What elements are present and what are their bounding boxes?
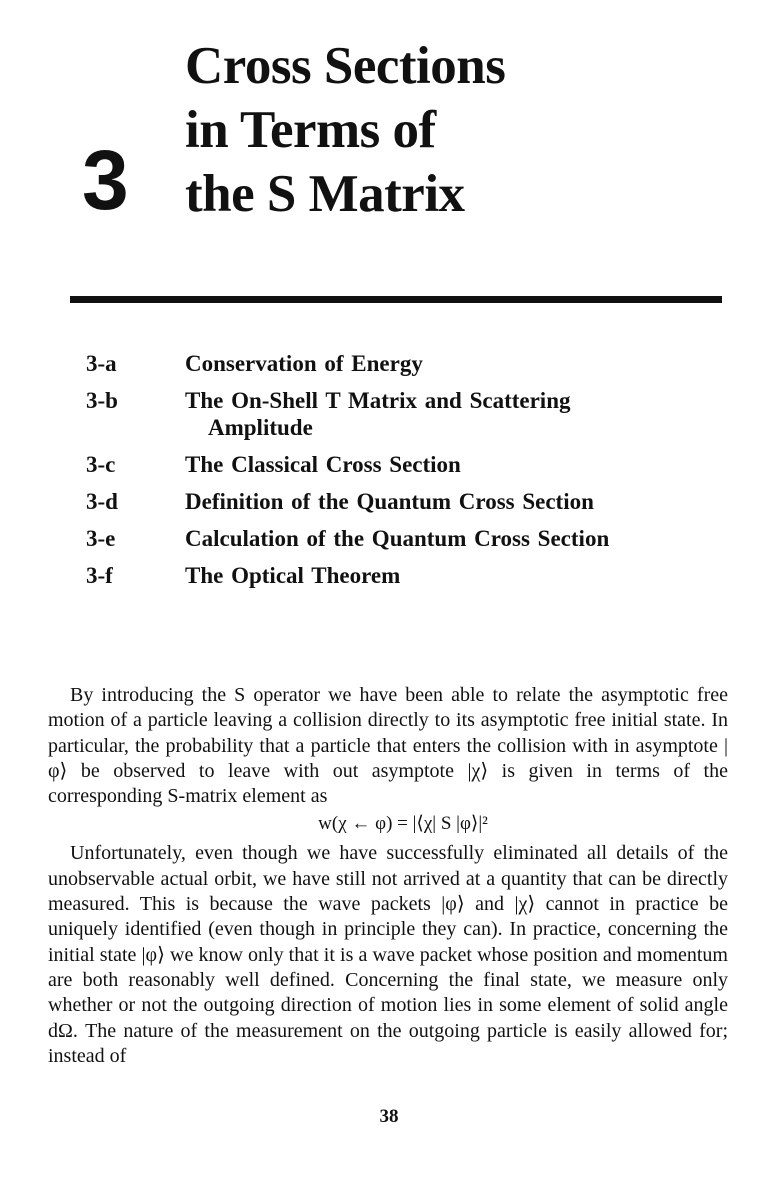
toc-item-code: 3-b xyxy=(86,388,118,413)
toc-item-title-text: Calculation of the Quantum Cross Section xyxy=(185,526,610,551)
toc-item-code: 3-a xyxy=(86,351,117,376)
toc-item-title xyxy=(185,562,706,589)
toc-item-title xyxy=(185,451,706,478)
toc-item-3c xyxy=(86,451,706,478)
chapter-title xyxy=(185,34,505,226)
toc-item-title-text: The On-Shell T Matrix and Scattering xyxy=(185,388,571,413)
toc-item-3a xyxy=(86,350,706,377)
toc-item-3e xyxy=(86,525,706,552)
toc-item-title-continuation: Amplitude xyxy=(208,415,313,440)
paragraph: Unfortunately, even though we have successfully eliminated all details of the unobservable actual orbit, we have still not arrived at a quantity that can be directly measured. This is because the wave packets |φ⟩ and |χ⟩ cannot in practice be uniquely identified (even though in principle they can). In practice, concerning the initial state |φ⟩ we know only that it is a wave packet whose position and momentum are both reasonably well defined. Concerning the final state, we measure only whether or not the outgoing direction of motion lies in some element of solid angle dΩ. The nature of the measurement on the outgoing particle is easily allowed for; instead of xyxy=(48,842,728,1067)
page-number: 38 xyxy=(379,1106,399,1127)
toc-item-title-text: The Classical Cross Section xyxy=(185,452,461,477)
toc-item-code: 3-f xyxy=(86,563,113,588)
toc-item-3f xyxy=(86,562,706,589)
toc-item-code: 3-c xyxy=(86,452,116,477)
equation: w(χ ← φ) = |⟨χ| S |φ⟩|² xyxy=(318,813,488,835)
toc-item-3b xyxy=(86,387,706,441)
toc-item-title xyxy=(185,350,706,377)
chapter-title-line: the S Matrix xyxy=(185,165,465,223)
toc-item-3d xyxy=(86,488,706,515)
chapter-title-line: Cross Sections xyxy=(185,37,506,95)
toc-item-title-text: Conservation of Energy xyxy=(185,351,423,376)
toc-item-title-text: The Optical Theorem xyxy=(185,563,401,588)
paragraph: By introducing the S operator we have been able to relate the asymptotic free motion of a particle leaving a collision directly to its asymptotic free initial state. In particular, the probability that a particle that enters the collision with in asymptote |φ⟩ be observed to leave with out asymptote |χ⟩ is given in terms of the corresponding S-matrix element as xyxy=(48,684,728,808)
chapter-title-line: in Terms of xyxy=(185,101,436,159)
toc-item-title-text: Definition of the Quantum Cross Section xyxy=(185,489,594,514)
body-text xyxy=(48,683,728,1069)
toc-item-title xyxy=(185,488,706,515)
toc-item-title xyxy=(185,387,706,441)
section-contents-list xyxy=(86,350,706,599)
toc-item-title xyxy=(185,525,706,552)
toc-item-code: 3-d xyxy=(86,489,118,514)
section-divider xyxy=(70,296,722,303)
toc-item-code: 3-e xyxy=(86,526,116,551)
chapter-number: 3 xyxy=(82,133,129,227)
